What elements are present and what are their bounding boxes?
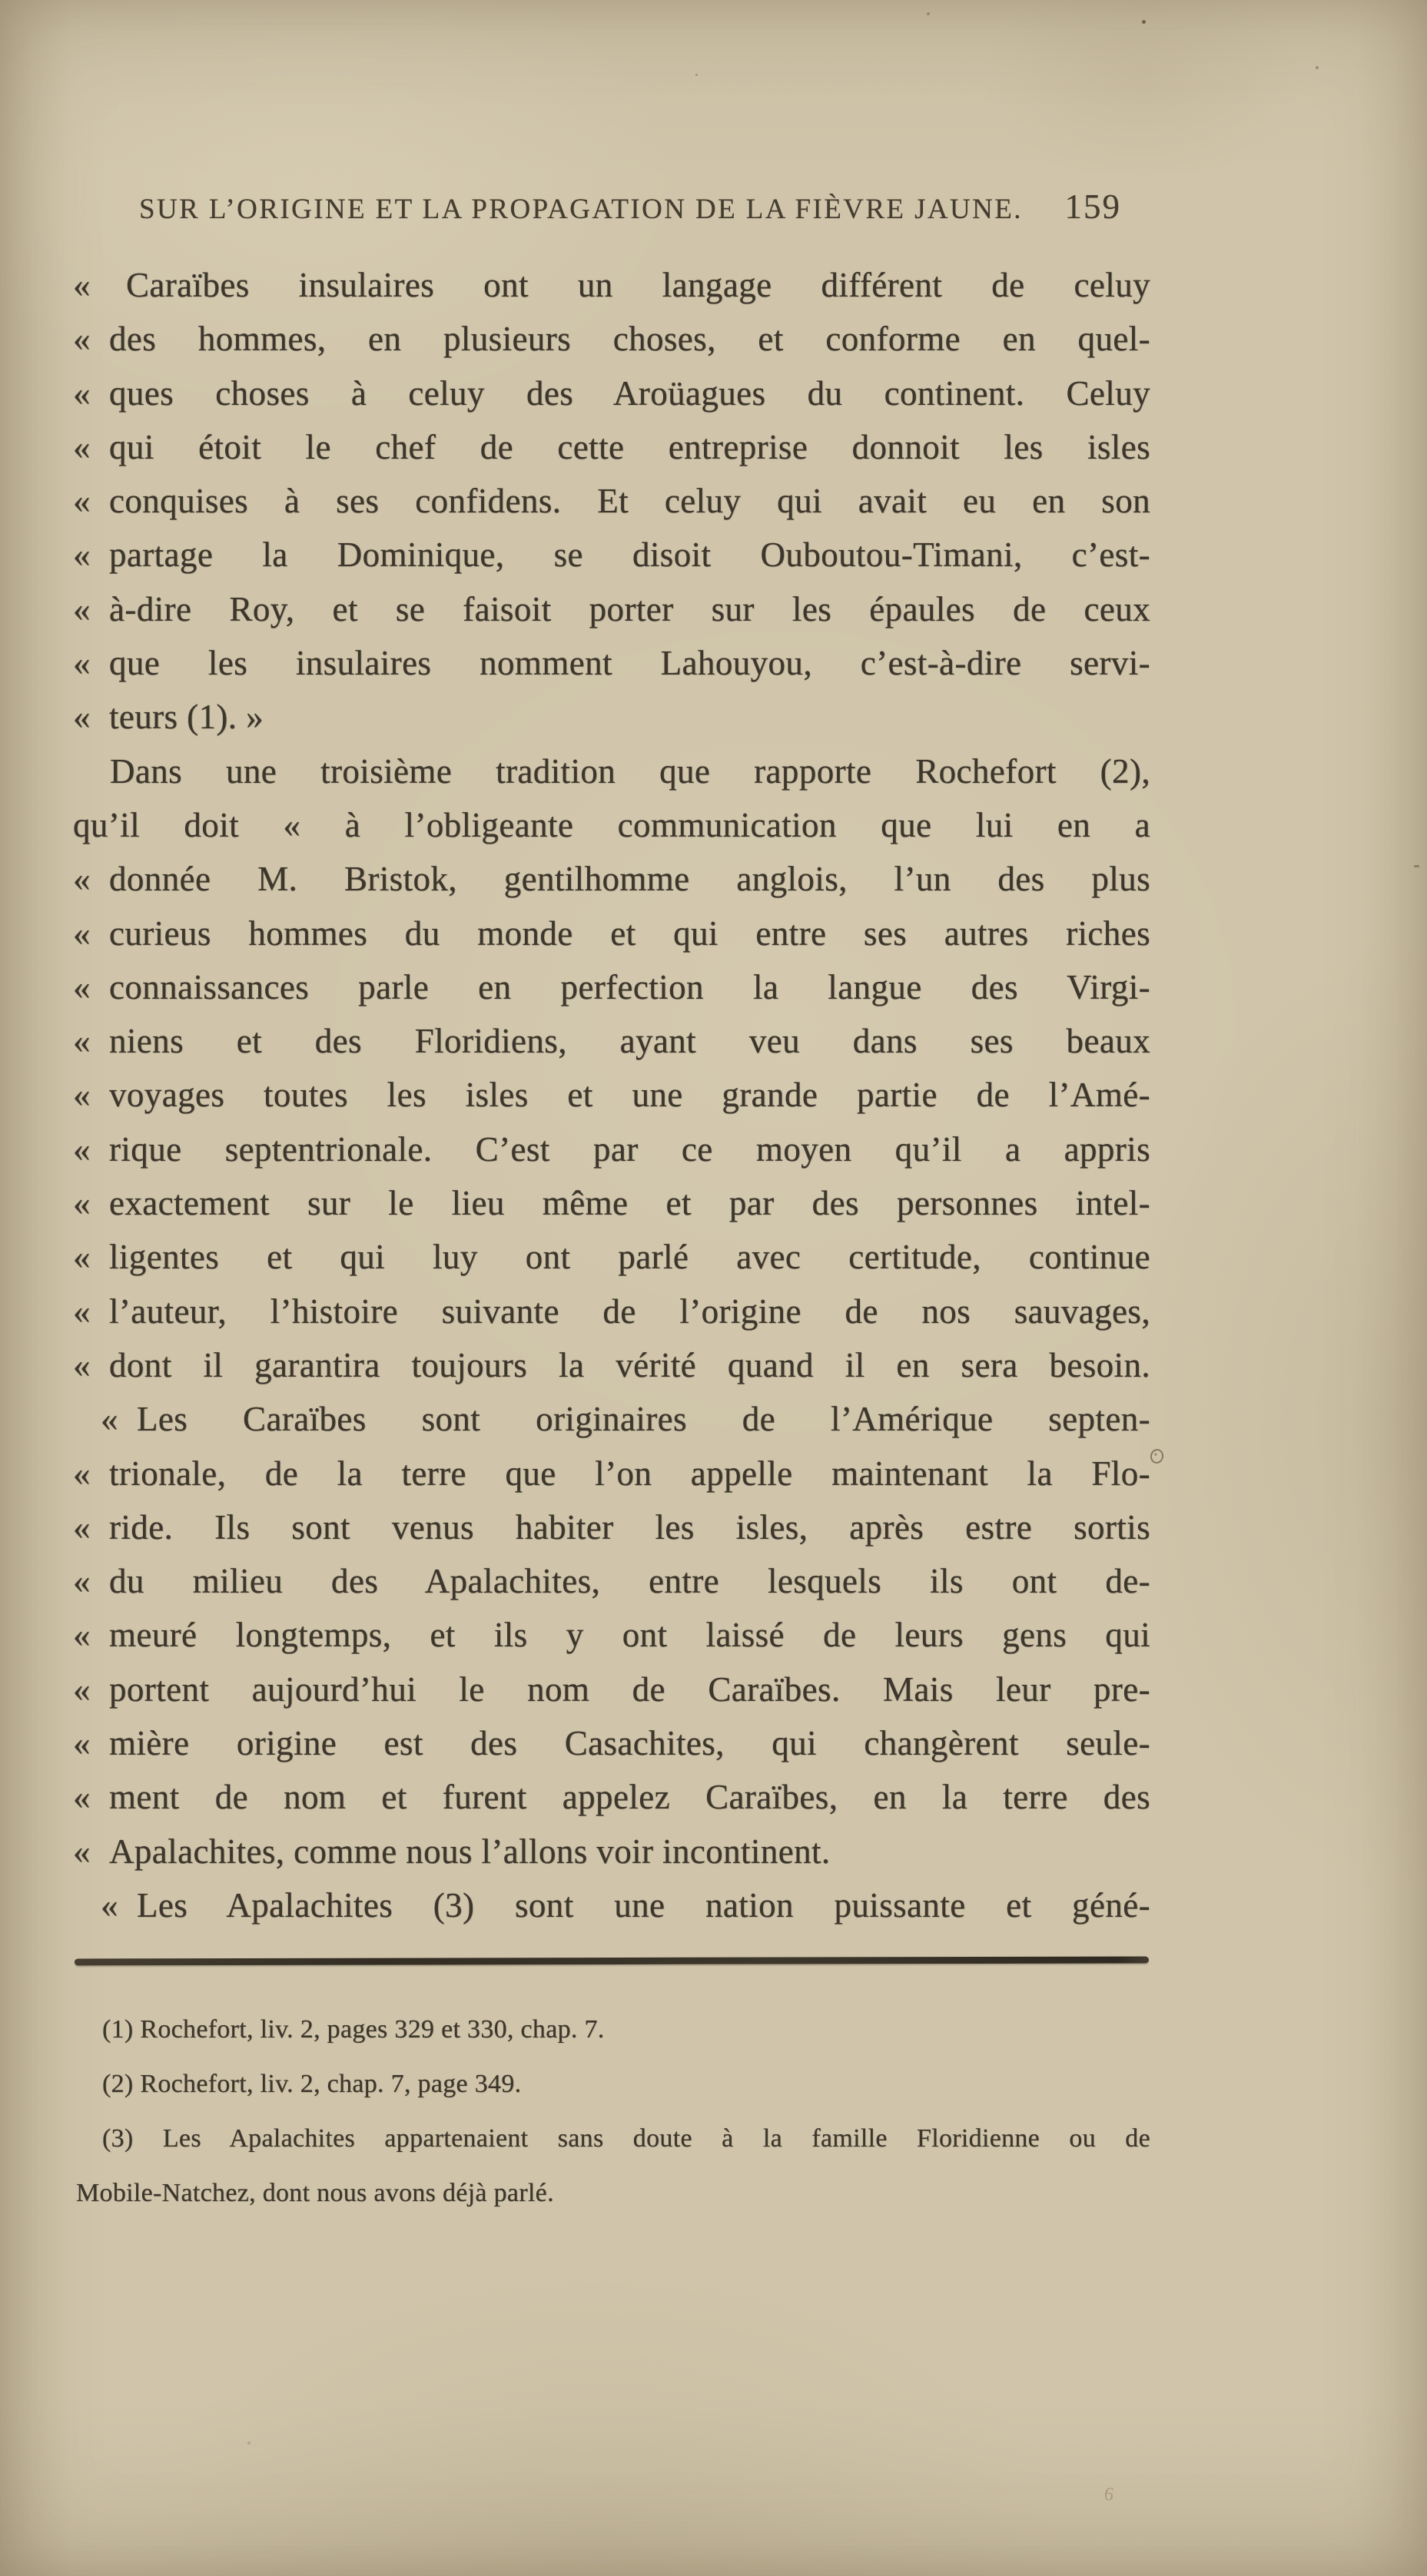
text-line (73, 907, 1150, 960)
quote-mark: « (73, 1076, 91, 1115)
line-text: à-dire Roy, et se faisoit porter sur les épaules de ceux (109, 589, 1150, 628)
line-text: partage la Dominique, se disoit Ouboutou-Timani, c’est- (109, 535, 1150, 575)
quote-mark: « (73, 589, 91, 628)
text-line (73, 1068, 1150, 1122)
line-text: qu’il doit « à l’obligeante communication que lui en a (73, 805, 1150, 844)
page-header (73, 187, 1150, 227)
footnote-text: Mobile-Natchez, dont nous avons déjà parlé. (76, 2179, 554, 2207)
ink-speck (247, 2442, 251, 2445)
quote-mark: « (73, 1724, 91, 1763)
quote-mark: « (101, 1885, 118, 1925)
quote-mark: « (73, 860, 91, 899)
ink-speck (1414, 865, 1419, 867)
quote-mark: « (73, 698, 91, 737)
text-line (73, 582, 1150, 636)
line-text: dont il garantira toujours la vérité quand il en sera besoin. (109, 1345, 1150, 1384)
text-line (73, 366, 1150, 420)
quote-mark: « (73, 1454, 91, 1493)
ink-speck (1316, 66, 1319, 69)
line-text: niens et des Floridiens, ayant veu dans ses beaux (109, 1022, 1150, 1061)
text-line (73, 1663, 1150, 1716)
line-text: exactement sur le lieu même et par des personnes intel- (109, 1184, 1150, 1223)
text-line (73, 474, 1150, 528)
footnote-text: (3) Les Apalachites appartenaient sans doute à la famille Floridienne ou de (102, 2124, 1150, 2153)
line-text: mière origine est des Casachites, qui changèrent seule- (109, 1724, 1150, 1763)
footnote-line (73, 2057, 1150, 2111)
text-line (73, 258, 1150, 312)
line-text: Les Caraïbes sont originaires de l’Amérique septen- (137, 1400, 1150, 1439)
line-text: Dans une troisième tradition que rapporte Rochefort (2), (110, 751, 1150, 791)
footnote-separator (75, 1957, 1149, 1966)
page-number: 159 (1064, 187, 1121, 226)
text-line (73, 1338, 1150, 1392)
line-text: conquises à ses confidens. Et celuy qui avait eu en son (109, 482, 1150, 521)
quote-mark: « (73, 644, 91, 683)
quote-mark: « (73, 1129, 91, 1169)
text-line (73, 1014, 1150, 1068)
ink-speck (927, 12, 930, 15)
text-line (73, 1554, 1150, 1608)
line-text: qui étoit le chef de cette entreprise donnoit les isles (109, 427, 1150, 466)
ink-speck (1142, 20, 1146, 24)
quote-mark: « (73, 1291, 91, 1331)
quote-mark: « (73, 1238, 91, 1277)
text-line (73, 1500, 1150, 1554)
text-line (73, 852, 1150, 906)
text-line (73, 1608, 1150, 1662)
quote-mark: « (73, 482, 91, 521)
text-line (73, 1716, 1150, 1770)
text-line (73, 1176, 1150, 1230)
faint-corner-mark: 6 (1103, 2484, 1116, 2505)
line-text: Caraïbes insulaires ont un langage différent de celuy (126, 266, 1150, 304)
text-line (73, 528, 1150, 582)
text-line (73, 690, 1150, 744)
body-text (73, 258, 1150, 1932)
line-text: teurs (1). » (109, 698, 264, 737)
footnote-text: (1) Rochefort, liv. 2, pages 329 et 330, chap. 7. (102, 2015, 605, 2044)
quote-mark: « (73, 266, 91, 304)
quote-mark: « (73, 1616, 91, 1655)
line-text: ques choses à celuy des Aroüagues du continent. Celuy (109, 373, 1150, 413)
quote-mark: « (73, 1832, 91, 1871)
line-text: ride. Ils sont venus habiter les isles, après estre sortis (109, 1507, 1150, 1547)
line-text: l’auteur, l’histoire suivante de l’origine de nos sauvages, (109, 1291, 1150, 1331)
line-text: trionale, de la terre que l’on appelle maintenant la Flo- (109, 1454, 1150, 1493)
line-text: portent aujourd’hui le nom de Caraïbes. Mais leur pre- (109, 1669, 1150, 1709)
quote-mark: « (73, 535, 91, 575)
line-text: des hommes, en plusieurs choses, et conforme en quel- (109, 320, 1150, 359)
line-text: connaissances parle en perfection la langue des Virgi- (109, 967, 1150, 1006)
line-text: du milieu des Apalachites, entre lesquels ils ont de- (109, 1562, 1150, 1601)
text-line (73, 1447, 1150, 1500)
quote-mark: « (73, 913, 91, 953)
text-line (73, 1122, 1150, 1176)
line-text: voyages toutes les isles et une grande partie de l’Amé- (109, 1076, 1150, 1115)
text-line (101, 1878, 1150, 1932)
line-text: donnée M. Bristok, gentilhomme anglois, l’un des plus (109, 860, 1150, 899)
quote-mark: « (73, 967, 91, 1006)
line-text: ligentes et qui luy ont parlé avec certitude, continue (109, 1238, 1150, 1277)
quote-mark: « (73, 1669, 91, 1709)
quote-mark: « (101, 1400, 118, 1439)
ink-speck (695, 74, 698, 76)
quote-mark: « (73, 1562, 91, 1601)
footnote-text: (2) Rochefort, liv. 2, chap. 7, page 349. (102, 2070, 522, 2098)
line-text: rique septentrionale. C’est par ce moyen qu’il a appris (109, 1129, 1150, 1169)
line-text: Les Apalachites (3) sont une nation puissante et géné- (137, 1885, 1150, 1925)
text-line (73, 960, 1150, 1014)
text-line (73, 1230, 1150, 1284)
text-line (73, 798, 1150, 852)
line-text: meuré longtemps, et ils y ont laissé de leurs gens qui (109, 1616, 1150, 1655)
text-line (73, 1770, 1150, 1824)
footnotes (73, 2002, 1150, 2220)
quote-mark: « (73, 1778, 91, 1817)
print-artifact-ring-icon (1149, 1447, 1165, 1464)
line-text: que les insulaires nomment Lahouyou, c’est-à-dire servi- (109, 644, 1150, 683)
line-text: curieus hommes du monde et qui entre ses autres riches (109, 913, 1150, 953)
quote-mark: « (73, 1507, 91, 1547)
running-title: SUR L’ORIGINE ET LA PROPAGATION DE LA FIÈVRE JAUNE. (139, 194, 1023, 225)
quote-mark: « (73, 373, 91, 413)
line-text: Apalachites, comme nous l’allons voir incontinent. (109, 1832, 831, 1871)
text-line (73, 420, 1150, 474)
line-text: ment de nom et furent appelez Caraïbes, en la terre des (109, 1778, 1150, 1817)
footnote-line (73, 2111, 1150, 2166)
text-line (73, 1285, 1150, 1338)
text-line (73, 1825, 1150, 1878)
quote-mark: « (73, 320, 91, 359)
quote-mark: « (73, 1184, 91, 1223)
footnote-line (73, 2002, 1150, 2057)
quote-mark: « (73, 1345, 91, 1384)
text-line (73, 744, 1150, 798)
text-line (73, 636, 1150, 690)
text-line (73, 312, 1150, 366)
quote-mark: « (73, 1022, 91, 1061)
quote-mark: « (73, 427, 91, 466)
footnote-line (73, 2166, 1150, 2220)
text-line (101, 1392, 1150, 1446)
